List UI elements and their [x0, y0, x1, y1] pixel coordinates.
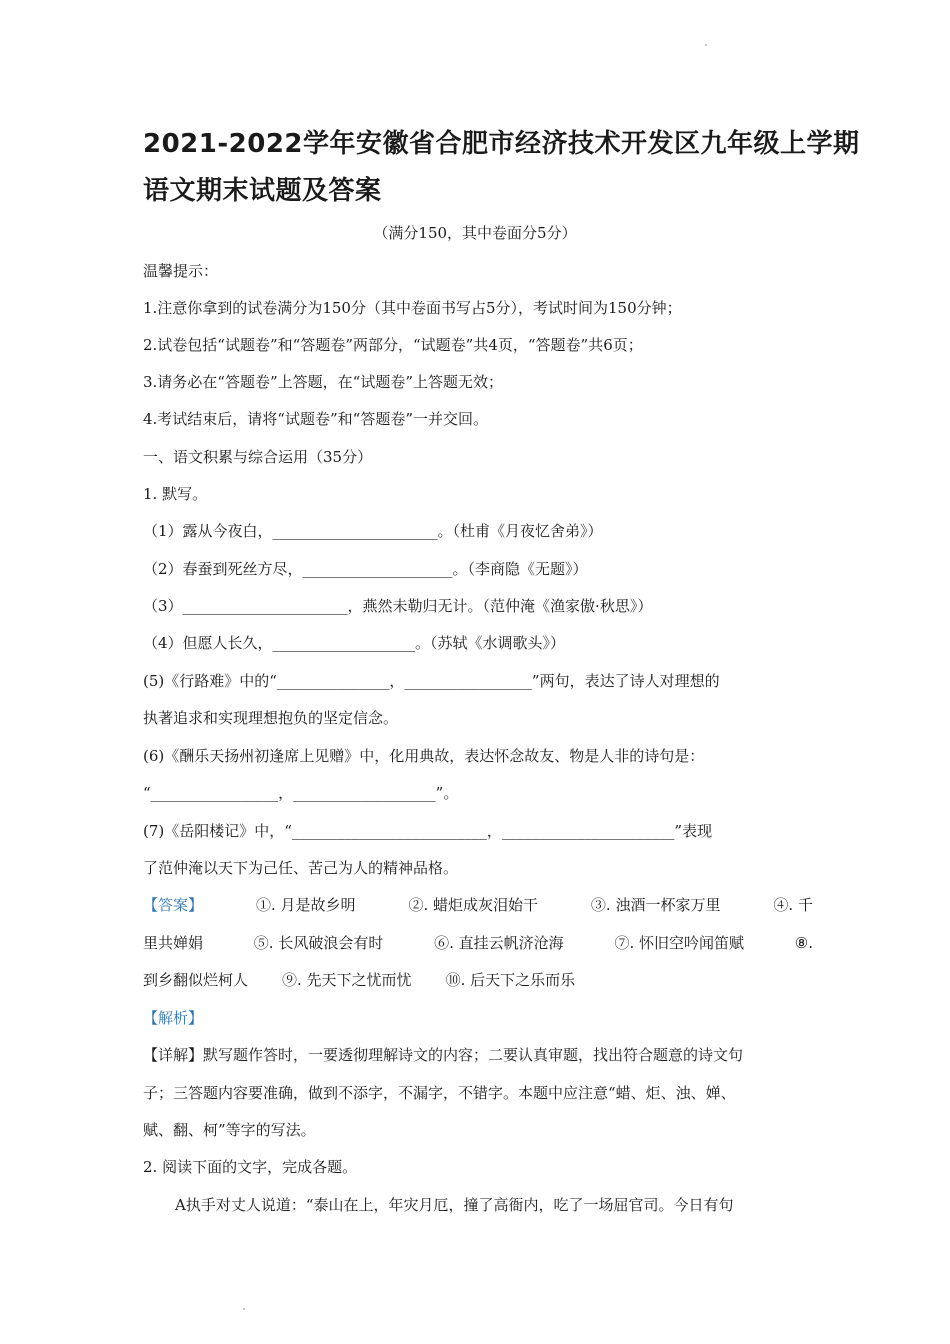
dictation-item: “_________________，___________________”。	[143, 784, 459, 802]
tips-heading: 温馨提示：	[143, 262, 219, 280]
section-heading: 一、语文积累与综合运用（35分）	[143, 448, 373, 466]
answer-item: ①. 月是故乡明	[255, 896, 356, 914]
answer-item: ③. 浊酒一杯家万里	[590, 896, 721, 914]
dictation-item: （4）但愿人长久，___________________。（苏轼《水调歌头》）	[143, 634, 566, 652]
question-label: 2. 阅读下面的文字，完成各题。	[143, 1158, 358, 1176]
dictation-item: (6)《酬乐天扬州初逢席上见赠》中，化用典故，表达怀念故友、物是人非的诗句是：	[143, 747, 705, 765]
tip-item: 1.注意你拿到的试卷满分为150分（其中卷面书写占5分），考试时间为150分钟；	[143, 299, 682, 317]
answer-item: ⑩. 后天下之乐而乐	[445, 971, 576, 989]
tip-item: 3.请务必在“答题卷”上答题，在“试题卷”上答题无效；	[143, 373, 503, 391]
answer-item: ⑤. 长风破浪会有时	[253, 934, 384, 952]
tip-item: 4.考试结束后，请将“试题卷”和“答题卷”一并交回。	[143, 410, 488, 428]
page-mark	[705, 44, 707, 46]
document-title-line-1: 2021-2022学年安徽省合肥市经济技术开发区九年级上学期	[143, 129, 860, 159]
answer-item: 里共婵娟	[143, 934, 204, 952]
answer-item: ⑨. 先天下之忧而忧	[282, 971, 412, 989]
answer-item: 到乡翻似烂柯人	[143, 971, 249, 989]
answer-item: ⑥. 直挂云帆济沧海	[434, 934, 564, 952]
dictation-item: （3）______________________，燕然未勒归无计。（范仲淹《渔家傲·秋思》）	[143, 597, 653, 615]
dictation-item: 了范仲淹以天下为己任、苦己为人的精神品格。	[143, 859, 459, 877]
tip-item: 2.试卷包括“试题卷”和“答题卷”两部分，“试题卷”共4页，“答题卷”共6页；	[143, 336, 643, 354]
answer-item: ⑦. 怀旧空吟闻笛赋	[614, 934, 744, 952]
score-note: （满分150，其中卷面分5分）	[373, 224, 577, 242]
answer-line-3	[143, 969, 813, 991]
answer-item: ⑧.	[794, 934, 813, 952]
answer-line-2	[143, 932, 813, 954]
dictation-item: （2）春蚕到死丝方尽，____________________。（李商隐《无题》）	[143, 560, 588, 578]
dictation-item: (7)《岳阳楼记》中，“__________________________，_______________________”表现	[143, 822, 713, 840]
answer-item: ②. 蜡炬成灰泪始干	[408, 896, 538, 914]
answer-item: ④. 千	[773, 896, 813, 914]
dictation-item: (5)《行路难》中的“_______________，_________________”两句，表达了诗人对理想的	[143, 672, 720, 690]
answer-tag: 【答案】	[143, 896, 204, 914]
dictation-item: 执著追求和实现理想抱负的坚定信念。	[143, 709, 399, 727]
passage-text: A执手对丈人说道：“泰山在上，年灾月厄，撞了高衙内，吃了一场屈官司。今日有句	[175, 1196, 734, 1214]
analysis-tag: 【解析】	[143, 1009, 204, 1027]
analysis-text: 【详解】默写题作答时，一要透彻理解诗文的内容；二要认真审题，找出符合题意的诗文句	[143, 1046, 744, 1064]
dictation-item: （1）露从今夜白，______________________。（杜甫《月夜忆舍弟》）	[143, 522, 603, 540]
page-mark	[243, 1308, 245, 1310]
analysis-text: 子；三答题内容要准确，做到不添字，不漏字，不错字。本题中应注意“蜡、炬、浊、婵、	[143, 1084, 736, 1102]
question-label: 1. 默写。	[143, 485, 208, 503]
analysis-text: 赋、翻、柯”等字的写法。	[143, 1121, 316, 1139]
answer-line-1	[143, 894, 813, 916]
document-title-line-2: 语文期末试题及答案	[143, 176, 382, 206]
